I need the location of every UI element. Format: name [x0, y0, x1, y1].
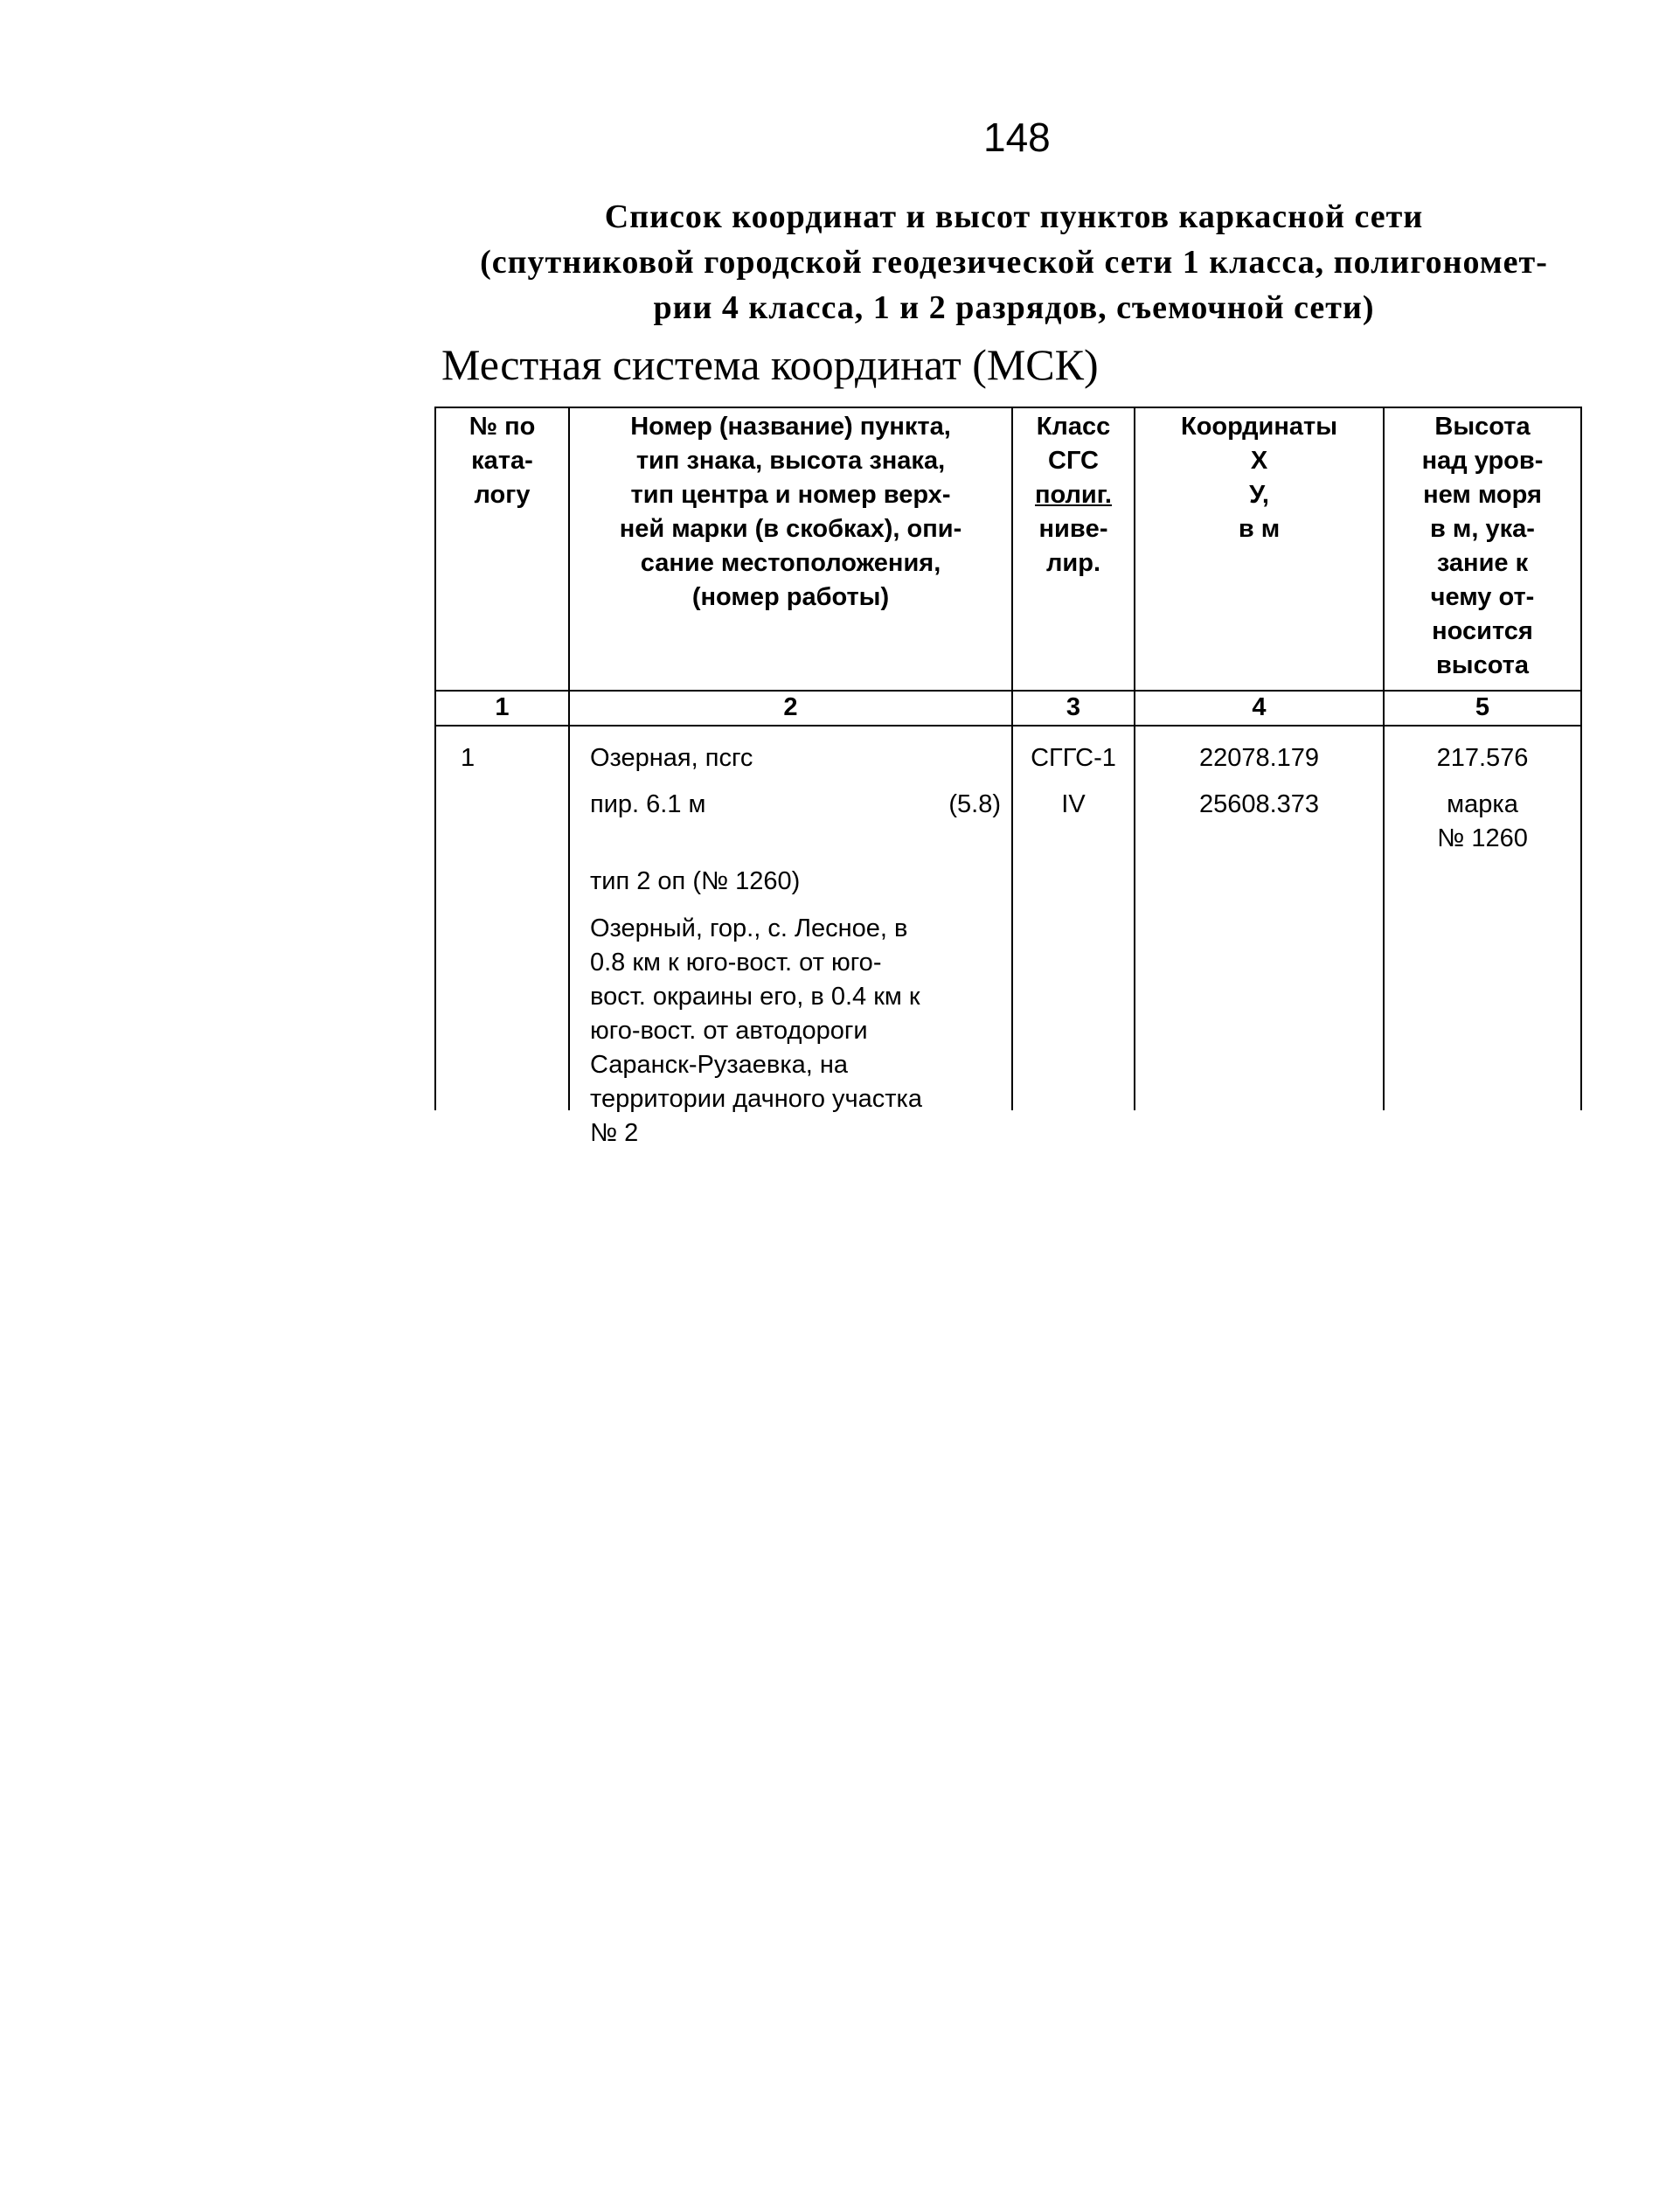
header-text: высота	[1435, 651, 1530, 679]
coordinate-system-subtitle: Местная система координат (МСК)	[441, 340, 1099, 389]
header-text: полиг.	[1035, 481, 1112, 509]
header-text: ней марки (в скобках), опи-	[619, 515, 962, 543]
description-line: 0.8 км к юго-вост. от юго-	[590, 949, 882, 977]
header-height	[1385, 410, 1580, 683]
header-text: (номер работы)	[691, 583, 890, 611]
title-line-3: рии 4 класса, 1 и 2 разрядов, съемочной сети)	[653, 289, 1375, 326]
header-text: нивe-	[1038, 515, 1108, 543]
height-ref-line: № 1260	[1437, 824, 1528, 852]
row-coordinate-y: 25608.373	[1198, 790, 1320, 818]
row-coordinate-x: 22078.179	[1198, 744, 1320, 772]
description-line: территории дачного участка	[590, 1085, 922, 1113]
description-line: № 2	[590, 1119, 639, 1147]
column-number-5: 5	[1475, 693, 1490, 721]
coordinates-table	[434, 407, 1582, 1147]
height-ref-line: марка	[1447, 790, 1518, 818]
row-class-level: IV	[1061, 790, 1086, 818]
header-text: носится	[1432, 617, 1533, 645]
header-text: сание местоположения,	[640, 549, 941, 577]
column-number-4: 4	[1252, 693, 1267, 721]
row-sign-height: (5.8)	[948, 790, 1001, 818]
column-number-2: 2	[783, 693, 798, 721]
header-text: X	[1250, 447, 1268, 475]
column-border-right	[1580, 407, 1582, 1110]
row-point-name: Озерная, псгс	[590, 744, 753, 772]
header-point-description	[570, 410, 1011, 615]
row-center-type: тип 2 оп (№ 1260)	[590, 867, 801, 895]
column-number-1: 1	[495, 693, 510, 721]
header-text: тип центра и номер верх-	[630, 481, 951, 509]
header-text: СГС	[1048, 447, 1099, 475]
header-coordinates	[1135, 410, 1383, 546]
description-line: Саранск-Рузаевка, на	[590, 1051, 849, 1079]
page-title	[420, 194, 1608, 330]
row-height-value: 217.576	[1436, 744, 1529, 772]
description-line: Озерный, гор., с. Лесное, в	[590, 914, 908, 942]
header-text: чему от-	[1430, 583, 1535, 611]
header-text: над уров-	[1421, 447, 1544, 475]
column-numbers-bottom-border	[434, 725, 1582, 727]
header-text: У,	[1249, 481, 1269, 509]
title-line-1: Список координат и высот пунктов каркасной сети	[604, 198, 1424, 235]
header-text: ката-	[471, 447, 533, 475]
header-text: Координаты	[1181, 413, 1337, 441]
row-height-reference	[1385, 788, 1580, 856]
row-location-description	[590, 912, 1001, 1151]
table-top-border	[434, 407, 1582, 408]
header-text: тип знака, высота знака,	[635, 447, 946, 475]
header-text: в м	[1238, 515, 1281, 543]
description-line: вост. окраины его, в 0.4 км к	[590, 983, 920, 1011]
header-text: Высота	[1434, 413, 1531, 441]
header-text: зание к	[1436, 549, 1529, 577]
row-class-sgs: СГГС-1	[1031, 744, 1116, 772]
page-number: 148	[983, 115, 1051, 160]
row-sign-type: пир. 6.1 м	[590, 790, 706, 818]
header-text: в м, ука-	[1430, 515, 1535, 543]
column-number-3: 3	[1066, 693, 1081, 721]
header-catalog-number	[436, 410, 568, 512]
header-text: № по	[469, 413, 536, 441]
description-line: юго-вост. от автодороги	[590, 1017, 868, 1045]
header-text: нем моря	[1423, 481, 1542, 509]
row-catalog-number: 1	[461, 744, 476, 772]
title-line-2: (спутниковой городской геодезической сети 1 класса, полигономет-	[480, 244, 1548, 281]
header-text: лир.	[1045, 549, 1101, 577]
header-text: Класс	[1036, 413, 1111, 441]
header-text: Номер (название) пункта,	[630, 413, 951, 441]
header-class	[1013, 410, 1134, 581]
header-text: логу	[474, 481, 531, 509]
